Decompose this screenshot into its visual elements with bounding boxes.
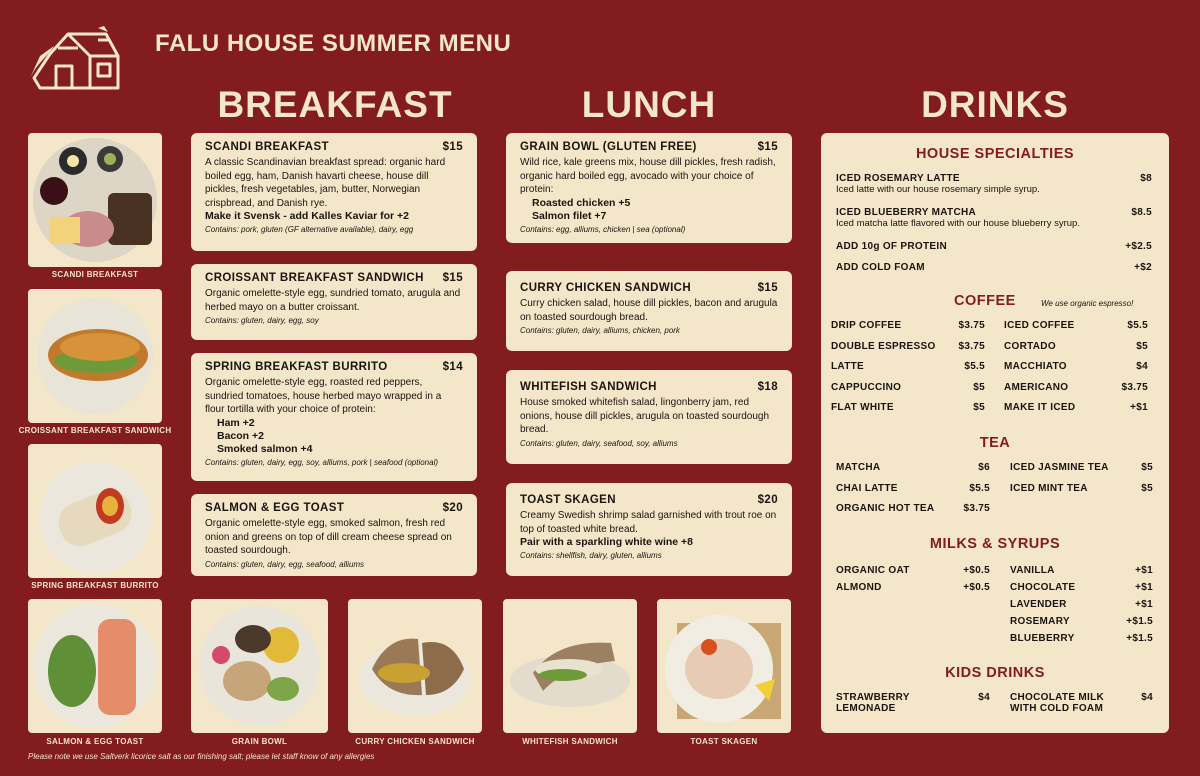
drink-price: $5 — [1136, 340, 1148, 352]
item-extra: Pair with a sparkling white wine +8 — [520, 536, 694, 548]
croissant-sandwich-photo — [28, 289, 162, 423]
item-allergens: Contains: gluten, dairy, egg, soy — [205, 316, 319, 325]
lunch-heading: LUNCH — [581, 84, 717, 125]
drink-name: LATTE — [831, 361, 864, 372]
photo-label-scandi: SCANDI BREAKFAST — [51, 270, 139, 279]
menu-item-curry-chicken-sandwich — [506, 271, 792, 351]
drink-name: CORTADO — [1004, 340, 1056, 352]
drink-name: DOUBLE ESPRESSO — [831, 340, 936, 352]
item-price: $14 — [442, 361, 463, 373]
drink-name: LAVENDER — [1010, 599, 1067, 610]
menu-item-grain-bowl — [506, 133, 792, 243]
drink-price: $5.5 — [1127, 320, 1148, 331]
coffee-heading: COFFEE — [954, 293, 1016, 309]
drink-price: $3.75 — [958, 320, 985, 331]
item-price: $15 — [442, 272, 463, 284]
toast-skagen-photo — [657, 599, 791, 733]
item-price: $20 — [442, 502, 463, 514]
menu-item-whitefish-sandwich — [506, 370, 792, 464]
item-price: $15 — [757, 141, 778, 153]
item-description: Wild rice, kale greens mix, house dill pickles, fresh radish, organic hard boiled egg, avocado with your choice of protein: — [520, 157, 776, 195]
item-description: A classic Scandinavian breakfast spread: organic hard boiled egg, ham, Danish havarti cheese, house dill pickles, fresh vegetables, jam, butter, Norwegian crispbread, and Danish rye. — [205, 157, 446, 209]
breakfast-burrito-photo — [28, 444, 162, 578]
photo-label-croissant: CROISSANT BREAKFAST SANDWICH — [18, 426, 172, 435]
drinks-card — [821, 133, 1169, 733]
item-description: Curry chicken salad, house dill pickles, bacon and arugula on toasted sourdough bread. — [520, 298, 778, 323]
item-allergens: Contains: shellfish, dairy, gluten, alliums — [520, 551, 662, 560]
drink-name-line2: LEMONADE — [836, 703, 896, 714]
drink-name: CHAI LATTE — [836, 482, 898, 494]
drink-name: STRAWBERRY — [836, 692, 910, 703]
tea-list-left — [836, 462, 990, 524]
item-extra: Bacon +2 — [217, 429, 264, 442]
item-name: CROISSANT BREAKFAST SANDWICH — [205, 272, 424, 284]
breakfast-heading: BREAKFAST — [217, 84, 453, 125]
drink-price: $8.5 — [1131, 207, 1152, 218]
drink-iced-blueberry-matcha — [836, 207, 1152, 229]
item-allergens: Contains: pork, gluten (GF alternative available), dairy, egg — [205, 225, 414, 234]
scandi-breakfast-photo — [28, 133, 162, 267]
item-price: $15 — [757, 282, 778, 294]
drink-name: BLUEBERRY — [1010, 633, 1075, 644]
item-description: Organic omelette-style egg, roasted red peppers, sundried tomatoes, house herbed mayo wrapped in a flour tortilla with your choice of protein: — [205, 377, 442, 415]
photo-label-salmon: SALMON & EGG TOAST — [46, 737, 144, 746]
salmon-egg-toast-photo — [28, 599, 162, 733]
kids-drinks-heading: KIDS DRINKS — [945, 665, 1045, 681]
drink-price: $4 — [1136, 361, 1148, 372]
item-extra: Make it Svensk - add Kalles Kaviar for +2 — [205, 210, 409, 222]
drink-price: +$1.5 — [1126, 633, 1153, 644]
item-price: $15 — [442, 141, 463, 153]
drink-strawberry-lemonade — [836, 692, 990, 714]
item-name: TOAST SKAGEN — [520, 494, 616, 506]
drink-name: ICED COFFEE — [1004, 320, 1075, 331]
drink-name: ADD COLD FOAM — [836, 262, 925, 273]
tea-heading: TEA — [979, 435, 1011, 451]
drink-name: ALMOND — [836, 582, 882, 593]
item-name: WHITEFISH SANDWICH — [520, 381, 657, 393]
drink-description: Iced matcha latte flavored with our house blueberry syrup. — [836, 218, 1080, 229]
item-allergens: Contains: gluten, dairy, egg, seafood, alliums — [205, 559, 365, 569]
drink-price: $3.75 — [1121, 381, 1148, 393]
drink-add-cold-foam — [836, 262, 1152, 273]
grain-bowl-photo — [191, 599, 328, 733]
menu-item-scandi-breakfast — [191, 133, 477, 251]
drink-price: $5.5 — [969, 482, 990, 494]
item-price: $18 — [757, 381, 778, 393]
item-description: Organic omelette-style egg, smoked salmon, fresh red onion and greens on top of dill cream cheese spread on toasted sourdough. — [205, 518, 452, 556]
drink-name: MAKE IT ICED — [1004, 402, 1076, 413]
drink-price: $4 — [1141, 692, 1153, 703]
drink-name: VANILLA — [1010, 565, 1055, 576]
milks-syrups-heading: MILKS & SYRUPS — [929, 536, 1061, 552]
tea-list-right — [1010, 462, 1153, 503]
drink-price: +$2 — [1134, 262, 1152, 273]
whitefish-sandwich-photo — [503, 599, 637, 733]
drink-price: +$0.5 — [963, 565, 990, 576]
drink-price: $8 — [1140, 173, 1152, 184]
drink-name: ORGANIC HOT TEA — [836, 503, 935, 514]
menu-item-croissant-sandwich — [191, 264, 477, 340]
item-extra: Salmon filet +7 — [532, 209, 607, 222]
drink-name: CAPPUCCINO — [831, 381, 902, 393]
photo-label-grain: GRAIN BOWL — [231, 737, 288, 746]
drink-description: Iced latte with our house rosemary simple syrup. — [836, 184, 1040, 195]
drink-iced-rosemary-latte — [836, 173, 1152, 195]
drink-name: ICED MINT TEA — [1010, 482, 1088, 494]
house-logo-icon — [28, 26, 124, 96]
photo-label-curry: CURRY CHICKEN SANDWICH — [355, 737, 475, 746]
item-allergens: Contains: egg, alliums, chicken | sea (optional) — [520, 224, 686, 234]
drink-price: $5.5 — [964, 361, 985, 372]
drink-name: AMERICANO — [1004, 381, 1069, 393]
drink-name: MATCHA — [836, 462, 881, 473]
milks-list — [836, 565, 990, 599]
drink-price: +$1.5 — [1126, 616, 1153, 627]
curry-chicken-sandwich-photo — [348, 599, 482, 733]
syrups-list — [1010, 565, 1153, 650]
item-description: Organic omelette-style egg, sundried tomato, arugula and herbed mayo on a butter croissant. — [205, 288, 461, 313]
drink-price: +$1 — [1135, 565, 1153, 576]
drinks-heading: DRINKS — [921, 84, 1069, 125]
drink-price: $5 — [1141, 462, 1153, 473]
item-description: Creamy Swedish shrimp salad garnished with trout roe on top of toasted white bread. — [520, 510, 777, 535]
drink-price: $5 — [973, 381, 985, 393]
drink-price: +$1 — [1130, 402, 1148, 413]
coffee-list-left — [831, 320, 985, 423]
drink-name: ROSEMARY — [1010, 616, 1070, 627]
item-description: House smoked whitefish salad, lingonberry jam, red onions, house dill pickles, arugula on toasted sourdough bread. — [520, 397, 770, 435]
drink-add-protein — [836, 241, 1152, 252]
drink-price: $5 — [1141, 482, 1153, 494]
drink-price: +$1 — [1135, 599, 1153, 610]
drink-name: ADD 10g OF PROTEIN — [836, 241, 947, 252]
menu-item-salmon-egg-toast — [191, 494, 477, 576]
drink-price: +$0.5 — [963, 582, 990, 593]
drink-name: DRIP COFFEE — [831, 320, 902, 331]
drink-name: ORGANIC OAT — [836, 565, 910, 576]
drink-name: CHOCOLATE MILK — [1010, 692, 1105, 703]
drink-name: CHOCOLATE — [1010, 582, 1076, 593]
item-extra: Smoked salmon +4 — [217, 442, 313, 455]
drink-price: $5 — [973, 402, 985, 413]
menu-item-toast-skagen — [506, 483, 792, 576]
drink-chocolate-milk — [1010, 692, 1153, 714]
drink-price: +$2.5 — [1125, 241, 1152, 252]
drink-price: +$1 — [1135, 582, 1153, 593]
photo-label-whitefish: WHITEFISH SANDWICH — [522, 737, 618, 746]
drink-price: $4 — [978, 692, 990, 703]
drink-price: $3.75 — [958, 340, 985, 352]
item-allergens: Contains: gluten, dairy, egg, soy, alliums, pork | seafood (optional) — [205, 457, 439, 467]
menu-title: FALU HOUSE SUMMER MENU — [155, 30, 512, 57]
menu-item-breakfast-burrito — [191, 353, 477, 481]
drink-price: $6 — [978, 462, 990, 473]
item-name: SCANDI BREAKFAST — [205, 141, 329, 153]
drink-name: FLAT WHITE — [831, 402, 894, 413]
item-name: GRAIN BOWL (GLUTEN FREE) — [520, 141, 697, 153]
drink-name: ICED JASMINE TEA — [1010, 462, 1109, 473]
item-name: CURRY CHICKEN SANDWICH — [520, 282, 692, 294]
coffee-note: We use organic espresso! — [1041, 299, 1134, 308]
house-specialties-heading: HOUSE SPECIALTIES — [915, 146, 1075, 162]
drink-name: ICED ROSEMARY LATTE — [836, 173, 960, 184]
photo-label-burrito: SPRING BREAKFAST BURRITO — [31, 581, 159, 590]
item-name: SALMON & EGG TOAST — [205, 502, 345, 514]
item-extra: Roasted chicken +5 — [532, 196, 631, 209]
item-allergens: Contains: gluten, dairy, seafood, soy, alliums — [520, 438, 678, 448]
drink-name: ICED BLUEBERRY MATCHA — [836, 207, 977, 218]
item-name: SPRING BREAKFAST BURRITO — [205, 361, 388, 373]
photo-label-skagen: TOAST SKAGEN — [690, 737, 758, 746]
drink-name: MACCHIATO — [1004, 361, 1067, 372]
item-price: $20 — [757, 494, 778, 506]
drink-name-line2: WITH COLD FOAM — [1010, 703, 1104, 714]
item-allergens: Contains: gluten, dairy, alliums, chicken, pork — [520, 326, 680, 335]
item-extra: Ham +2 — [217, 416, 255, 429]
drink-price: $3.75 — [963, 503, 990, 514]
coffee-list-right — [1004, 320, 1148, 423]
footer-note: Please note we use Saltverk licorice salt as our finishing salt; please let staff know of any allergies — [28, 752, 375, 761]
